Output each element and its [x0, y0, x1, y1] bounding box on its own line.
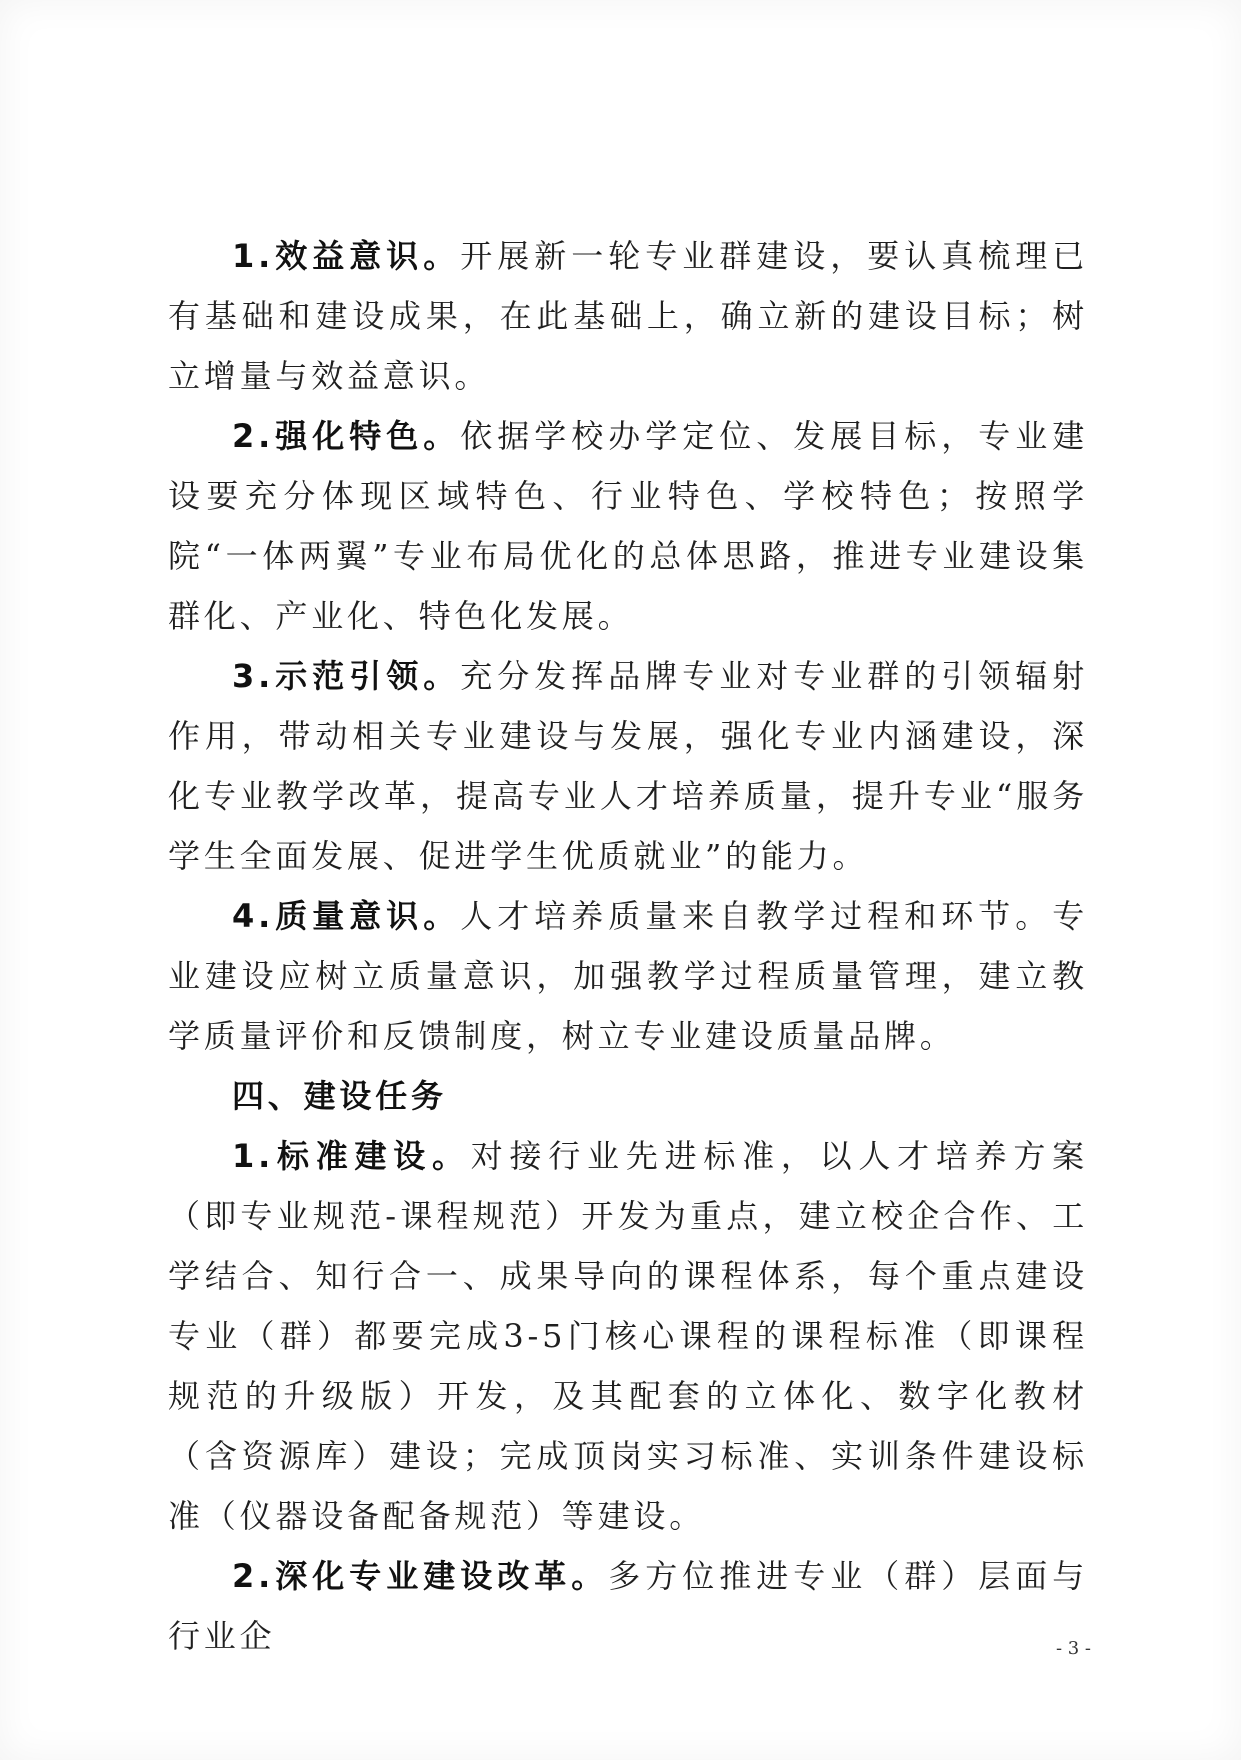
page-number: - 3 - [1055, 1638, 1091, 1659]
document-body [168, 226, 1088, 1666]
paragraph-lead: 4.质量意识。 [232, 897, 461, 935]
paragraph-text: 人才培养质量来自教学过程和环节。专业建设应树立质量意识，加强教学过程质量管理，建立教学质量评价和反馈制度，树立专业建设质量品牌。 [168, 897, 1088, 1055]
paragraph-lead: 3.示范引领。 [232, 657, 461, 695]
paragraph-text: 多方位推进专业（群）层面与行业企 [168, 1557, 1088, 1655]
paragraph-benefit-awareness [168, 226, 1088, 406]
paragraph-text: 开展新一轮专业群建设，要认真梳理已有基础和建设成果，在此基础上，确立新的建设目标；树立增量与效益意识。 [168, 237, 1088, 395]
section-heading: 四、建设任务 [232, 1077, 447, 1115]
paragraph-quality-awareness [168, 886, 1088, 1066]
paragraph-lead: 2.深化专业建设改革。 [232, 1557, 609, 1595]
paragraph-lead: 2.强化特色。 [232, 417, 461, 455]
paragraph-deepen-reform [168, 1546, 1088, 1666]
paragraph-text: 对接行业先进标准，以人才培养方案（即专业规范-课程规范）开发为重点，建立校企合作、工学结合、知行合一、成果导向的课程体系，每个重点建设专业（群）都要完成3-5门核心课程的课程标准（即课程规范的升级版）开发，及其配套的立体化、数字化教材（含资源库）建设；完成顶岗实习标准、实训条件建设标准（仪器设备配备规范）等建设。 [168, 1137, 1088, 1535]
paragraph-standard-construction [168, 1126, 1088, 1546]
paragraph-text: 充分发挥品牌专业对专业群的引领辐射作用，带动相关专业建设与发展，强化专业内涵建设，深化专业教学改革，提高专业人才培养质量，提升专业“服务学生全面发展、促进学生优质就业”的能力。 [168, 657, 1088, 875]
paragraph-lead: 1.效益意识。 [232, 237, 461, 275]
paragraph-strengthen-features [168, 406, 1088, 646]
paragraph-demonstration-lead [168, 646, 1088, 886]
paragraph-text: 依据学校办学定位、发展目标，专业建设要充分体现区域特色、行业特色、学校特色；按照学院“一体两翼”专业布局优化的总体思路，推进专业建设集群化、产业化、特色化发展。 [168, 417, 1088, 635]
paragraph-lead: 1.标准建设。 [232, 1137, 471, 1175]
